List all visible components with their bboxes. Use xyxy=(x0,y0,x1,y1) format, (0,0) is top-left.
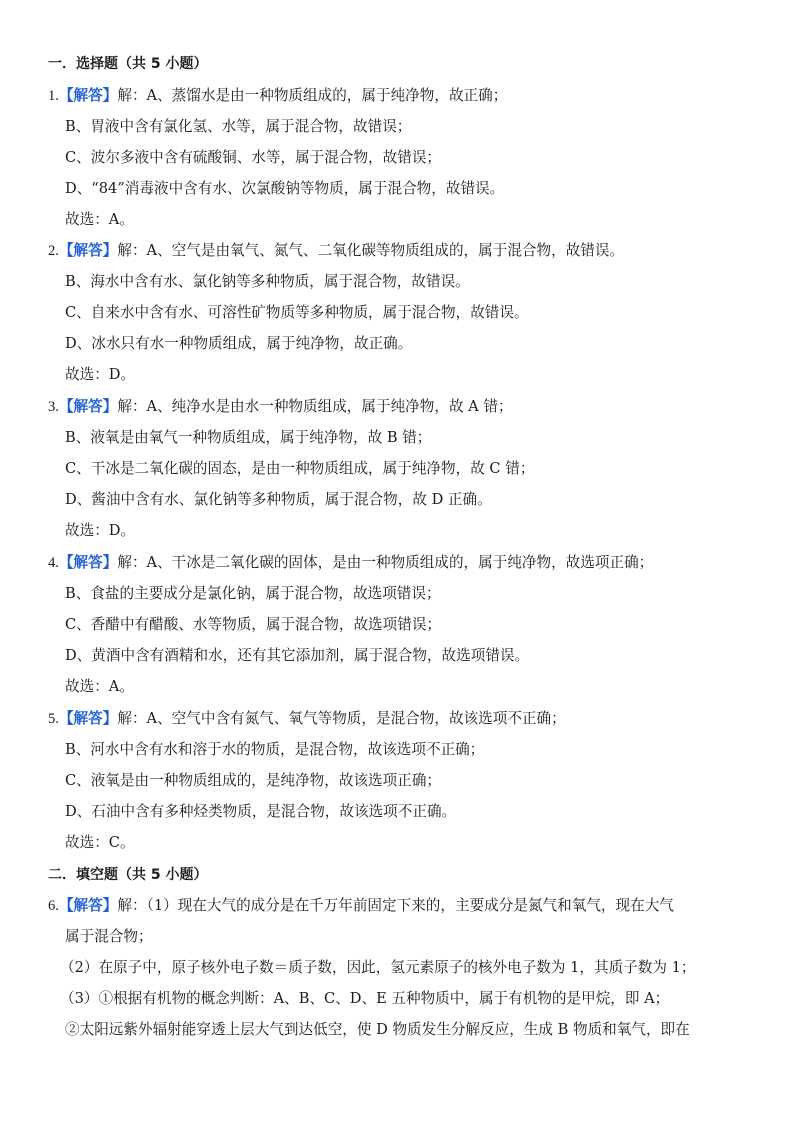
section-title-fill: 二．填空题（共 5 小题） xyxy=(48,867,208,883)
question-6-lead xyxy=(48,896,674,916)
answer-tag: 【解答】 xyxy=(58,87,118,104)
question-6-part-3-b: ②太阳远紫外辐射能穿透上层大气到达低空，使 D 物质发生分解反应，生成 B 物质和氧气，即在 xyxy=(65,1021,690,1038)
question-2-option-b: B、海水中含有水、氯化钠等多种物质，属于混合物，故错误。 xyxy=(65,273,470,290)
question-number: 3. xyxy=(48,399,59,415)
question-6-part-3: （3）①根据有机物的概念判断：A、B、C、D、E 五种物质中，属于有机物的是甲烷，即 A； xyxy=(60,990,670,1007)
question-4-lead xyxy=(48,553,653,573)
question-1-option-b: B、胃液中含有氯化氢、水等，属于混合物，故错误； xyxy=(65,118,412,135)
question-2-lead xyxy=(48,241,624,261)
question-5-option-b: B、河水中含有水和溶于水的物质，是混合物，故该选项不正确； xyxy=(65,741,485,758)
question-number: 6. xyxy=(48,898,59,914)
question-1-option-c: C、波尔多液中含有硫酸铜、水等，属于混合物，故错误； xyxy=(65,149,442,166)
question-3-option-b: B、液氧是由氧气一种物质组成，属于纯净物，故 B 错； xyxy=(65,429,432,446)
question-3-option-c: C、干冰是二氧化碳的固态，是由一种物质组成，属于纯净物，故 C 错； xyxy=(65,460,535,477)
question-text: 解：A、空气是由氧气、氮气、二氧化碳等物质组成的，属于混合物，故错误。 xyxy=(117,242,625,259)
question-number: 1. xyxy=(48,88,59,104)
question-4-option-b: B、食盐的主要成分是氯化钠，属于混合物，故选项错误； xyxy=(65,585,441,602)
question-3-option-d: D、酱油中含有水、氯化钠等多种物质，属于混合物，故 D 正确。 xyxy=(65,491,492,508)
answer-tag: 【解答】 xyxy=(58,242,118,259)
section-title-choice: 一．选择题（共 5 小题） xyxy=(48,56,208,72)
answer-tag: 【解答】 xyxy=(58,398,118,415)
question-text: 解：A、空气中含有氮气、氧气等物质，是混合物，故该选项不正确； xyxy=(117,710,566,727)
question-3-choice: 故选：D。 xyxy=(65,522,136,539)
question-3-lead xyxy=(48,397,513,417)
question-1-lead xyxy=(48,86,507,106)
answer-tag: 【解答】 xyxy=(58,897,118,914)
question-number: 5. xyxy=(48,711,59,727)
question-4-choice: 故选：A。 xyxy=(65,678,134,695)
question-6-part-2: （2）在原子中，原子核外电子数＝质子数，因此，氢元素原子的核外电子数为 1，其质子数为 1； xyxy=(60,959,696,976)
question-text: 解：A、纯净水是由水一种物质组成，属于纯净物，故 A 错； xyxy=(117,398,513,415)
question-2-option-d: D、冰水只有水一种物质组成，属于纯净物，故正确。 xyxy=(65,335,413,352)
question-1-choice: 故选：A。 xyxy=(65,211,134,228)
question-4-option-d: D、黄酒中含有酒精和水，还有其它添加剂，属于混合物，故选项错误。 xyxy=(65,647,530,664)
question-text: 解：A、蒸馏水是由一种物质组成的，属于纯净物，故正确； xyxy=(117,87,508,104)
question-1-option-d: D、“84”消毒液中含有水、次氯酸钠等物质，属于混合物，故错误。 xyxy=(65,180,505,197)
question-5-option-d: D、石油中含有多种烃类物质，是混合物，故该选项不正确。 xyxy=(65,803,457,820)
question-2-option-c: C、自来水中含有水、可溶性矿物质等多种物质，属于混合物，故错误。 xyxy=(65,304,529,321)
question-6-continuation: 属于混合物； xyxy=(65,928,153,945)
question-5-option-c: C、液氧是由一种物质组成的，是纯净物，故该选项正确； xyxy=(65,772,442,789)
question-number: 4. xyxy=(48,555,59,571)
question-text: 解：A、干冰是二氧化碳的固体，是由一种物质组成的，属于纯净物，故选项正确； xyxy=(117,554,654,571)
question-4-option-c: C、香醋中有醋酸、水等物质，属于混合物，故选项错误； xyxy=(65,616,442,633)
question-5-choice: 故选：C。 xyxy=(65,834,135,851)
question-number: 2. xyxy=(48,243,59,259)
question-text: 解：（1）现在大气的成分是在千万年前固定下来的，主要成分是氮气和氧气，现在大气 xyxy=(117,897,674,914)
answer-tag: 【解答】 xyxy=(58,710,118,727)
question-2-choice: 故选：D。 xyxy=(65,366,136,383)
answer-tag: 【解答】 xyxy=(58,554,118,571)
question-5-lead xyxy=(48,709,566,729)
